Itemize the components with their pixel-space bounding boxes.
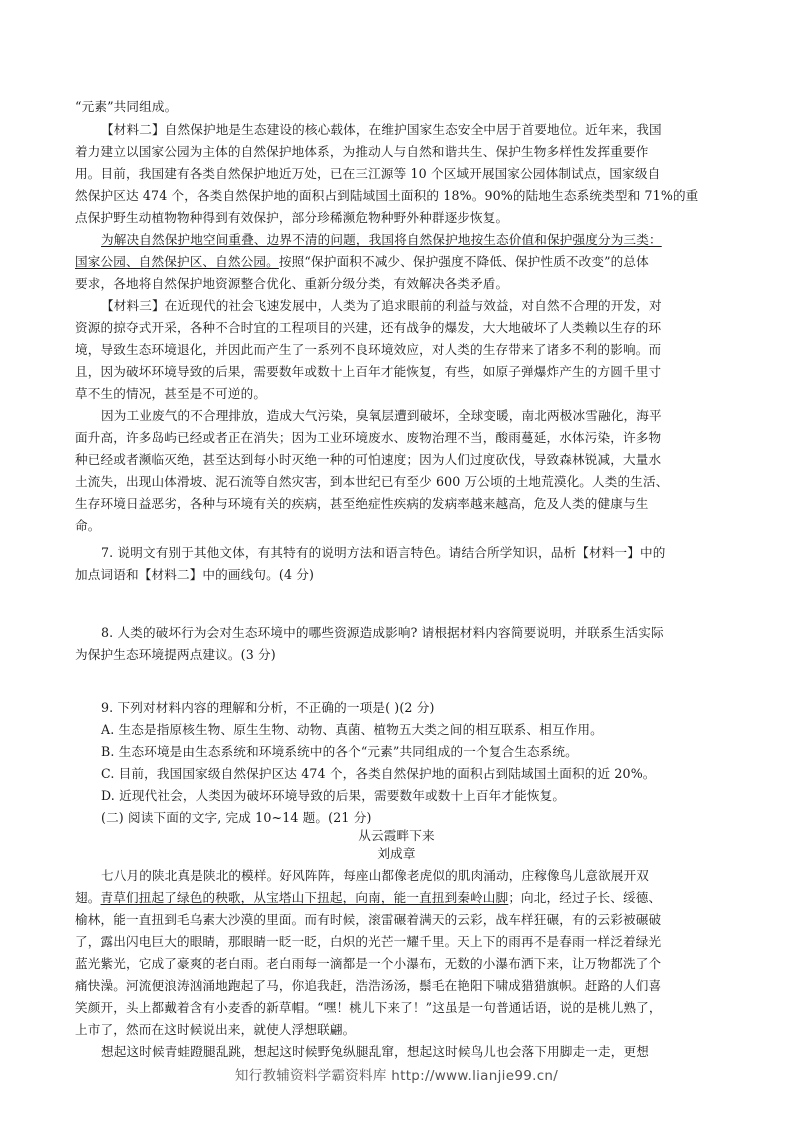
option-b: B. 生态环境是由生态系统和环境系统中的各个“元素”共同组成的一个复合生态系统。: [101, 744, 578, 759]
material-two-line: 【材料二】自然保护地是生态建设的核心载体，在维护国家生态安全中居于首要地位。近年来，我国: [101, 122, 662, 137]
article-text: 翅。: [75, 890, 101, 905]
article-line: 上市了，然而在这时候说出来，就使人浮想联翩。: [75, 1022, 356, 1037]
paragraph-line: 土流失，出现山体滑坡、泥石流等自然灾害，到本世纪已有至少 600 万公顷的土地荒漠化。人类的生活、: [75, 474, 669, 489]
article-line: 七八月的陕北真是陕北的模样。好风阵阵，每座山都像老虎似的肌肉涌动，庄稼像鸟儿意欲展开双: [101, 868, 649, 883]
option-c: C. 目前，我国国家级自然保护区达 474 个，各类自然保护地的面积占到陆域国土面积的近 20%。: [101, 766, 656, 781]
paragraph-text: 按照“保护面积不减少、保护强度不降低、保护性质不改变”的总体: [278, 254, 649, 269]
article-line: 蓝光紫光，它成了豪爽的老白雨。老白雨每一滴都是一个小瀑布，无数的小瀑布洒下来，让万物都洗了个: [75, 956, 662, 971]
article-line: 痛快澡。河流便浪涛汹涌地跑起了马，你追我赶，浩浩汤汤，鬃毛在艳阳下啸成猎猎旗帜。赶路的人们喜: [75, 978, 662, 993]
paragraph-line: 且，因为破坏环境导致的后果，需要数年或数十上百年才能恢复，有些，如原子弹爆炸产生的方圆千里寸: [75, 364, 662, 379]
paragraph-line: 要求，各地将自然保护地资源整合优化、重新分级分类，有效解决各类矛盾。: [75, 276, 509, 291]
question-8-continued: 为保护生态环境提两点建议。(3 分): [75, 647, 276, 662]
paragraph-line: 着力建立以国家公园为主体的自然保护地体系，为推动人与自然和谐共生、保护生物多样性发挥重要作: [75, 144, 649, 159]
article-text: ；向北，经过子长、绥德、: [508, 890, 662, 905]
paragraph-line: 资源的掠夺式开采，各种不合时宜的工程项目的兴建，还有战争的爆发，大大地破坏了人类赖以生存的环: [75, 320, 662, 335]
underlined-sentence-line: 国家公园、自然保护区、自然公园。: [75, 254, 279, 269]
underlined-sentence-line: 青草们扭起了绿色的秧歌，从宝塔山下扭起，向南，能一直扭到秦岭山脚: [100, 890, 509, 905]
article-line: 了，露出闪电巨大的眼睛，那眼睛一眨一眨，白炽的光芒一耀千里。天上下的雨再不是春雨一样泛着绿光: [75, 934, 662, 949]
footer-watermark: 知行教辅资料学霸资料库 http://www.lianjie99.cn/: [234, 1068, 559, 1084]
paragraph-line: 种已经或者濒临灭绝，甚至达到每小时灭绝一种的可怕速度；因为人们过度砍伐，导致森林锐减，大量水: [75, 452, 662, 467]
paragraph-line: 因为工业废气的不合理排放，造成大气污染，臭氧层遭到破坏，全球变暖，南北两极冰雪融化，海平: [101, 408, 662, 423]
article-line: [75, 890, 661, 905]
question-7-continued: 加点词语和【材料二】中的画线句。(4 分): [75, 567, 315, 582]
option-d: D. 近现代社会，人类因为破坏环境导致的后果，需要数年或数十上百年才能恢复。: [101, 788, 566, 803]
paragraph-line: “元素”共同组成。: [75, 99, 178, 114]
paragraph-line: 点保护野生动植物物种得到有效保护，部分珍稀濒危物种野外种群逐步恢复。: [75, 210, 509, 225]
article-line: 榆林，能一直扭到毛乌素大沙漠的里面。而有时候，滚雷碾着满天的云彩，战车样狂碾，有的云彩被碾破: [75, 912, 662, 927]
question-7: 7. 说明文有别于其他文体，有其特有的说明方法和语言特色。请结合所学知识，品析【材料一】中的: [101, 545, 666, 560]
paragraph-line: 面升高，许多岛屿已经或者正在消失；因为工业环境废水、废物治理不当，酸雨蔓延，水体污染，许多物: [75, 430, 662, 445]
paragraph-line: 生存环境日益恶劣，各种与环境有关的疾病，甚至绝症性疾病的发病率越来越高，危及人类的健康与生: [75, 496, 649, 511]
material-three-line: 【材料三】在近现代的社会飞速发展中，人类为了追求眼前的利益与效益，对自然不合理的开发，对: [101, 298, 662, 313]
question-9: 9. 下列对材料内容的理解和分析，不正确的一项是( )(2 分): [101, 700, 435, 715]
article-line: 想起这时候青蛙蹬腿乱跳，想起这时候野兔纵腿乱窜，想起这时候鸟儿也会落下用脚走一走，更想: [101, 1044, 649, 1059]
underlined-sentence-line: 为解决自然保护地空间重叠、边界不清的问题，我国将自然保护地按生态价值和保护强度分为三类：: [101, 232, 662, 247]
section-heading: (二) 阅读下面的文字, 完成 10~14 题。(21 分): [101, 810, 372, 825]
article-title: 从云霞畔下来: [358, 828, 435, 843]
article-line: 笑颜开，头上都戴着含有小麦香的新草帽。“嘿！桃儿下来了！”这虽是一句普通话语，说的是桃儿熟了，: [75, 1000, 662, 1015]
question-8: 8. 人类的破坏行为会对生态环境中的哪些资源造成影响? 请根据材料内容简要说明，并联系生活实际: [101, 625, 664, 640]
paragraph-line: 境，导致生态环境退化，并因此而产生了一系列不良环境效应，对人类的生存带来了诸多不利的影响。而: [75, 342, 662, 357]
paragraph-line: 草不生的情况，甚至是不可逆的。: [75, 386, 267, 401]
paragraph-line: 命。: [75, 518, 101, 533]
paragraph-line: [75, 254, 649, 269]
article-author: 刘成章: [377, 846, 416, 861]
option-a: A. 生态是指原核生物、原生生物、动物、真菌、植物五大类之间的相互联系、相互作用。: [101, 722, 603, 737]
paragraph-line: 然保护区达 474 个，各类自然保护地的面积占到陆域国土面积的 18%。90%的陆地生态系统类型和 71%的重: [75, 188, 699, 203]
paragraph-line: 用。目前，我国建有各类自然保护地近万处，已在三江源等 10 个区域开展国家公园体制试点，国家级自: [75, 166, 661, 181]
